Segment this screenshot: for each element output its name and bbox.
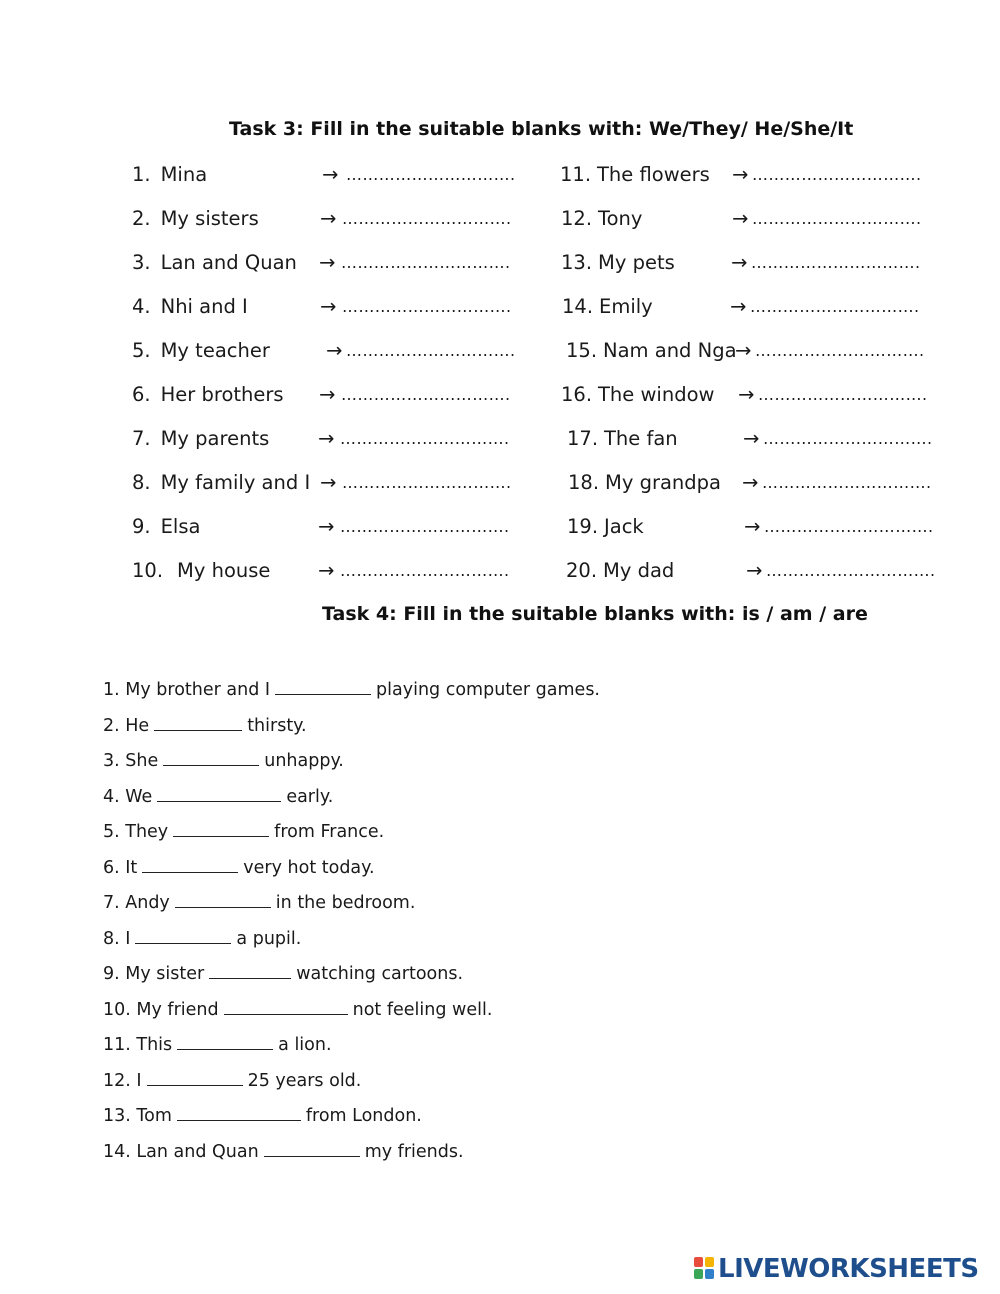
arrow-right-icon: → <box>743 427 760 450</box>
arrow-right-icon: → <box>318 559 335 582</box>
list-item <box>103 818 384 844</box>
answer-blank[interactable]: …………………………. <box>341 253 511 272</box>
list-item <box>132 556 532 586</box>
item-word: Mina <box>160 163 208 186</box>
list-item <box>562 292 982 322</box>
answer-blank[interactable]: …………………………. <box>342 473 512 492</box>
item-word: My dad <box>603 559 675 582</box>
answer-blank[interactable] <box>224 996 348 1015</box>
item-word: The fan <box>604 427 678 450</box>
item-number: 6. <box>132 383 151 406</box>
answer-blank[interactable] <box>264 1138 360 1157</box>
list-item <box>103 1102 422 1128</box>
answer-blank[interactable] <box>157 783 281 802</box>
item-rest: 25 years old. <box>247 1071 362 1091</box>
list-item <box>132 204 532 234</box>
item-number: 18. <box>568 471 600 494</box>
item-number: 11. <box>560 163 592 186</box>
item-prompt: 5. They <box>103 822 169 842</box>
item-word: My pets <box>598 251 675 274</box>
answer-blank[interactable]: …………………………. <box>755 341 925 360</box>
item-number: 13. <box>561 251 593 274</box>
item-word: The flowers <box>597 163 710 186</box>
item-number: 2. <box>132 207 151 230</box>
item-number: 14. <box>562 295 594 318</box>
item-word: Her brothers <box>160 383 284 406</box>
list-item <box>567 424 987 454</box>
arrow-right-icon: → <box>319 251 336 274</box>
answer-blank[interactable]: …………………………. <box>762 473 932 492</box>
arrow-right-icon: → <box>318 515 335 538</box>
item-rest: early. <box>286 787 334 807</box>
item-number: 19. <box>567 515 599 538</box>
item-prompt: 9. My sister <box>103 964 205 984</box>
item-prompt: 6. It <box>103 858 138 878</box>
arrow-right-icon: → <box>732 207 749 230</box>
answer-blank[interactable]: …………………………. <box>340 561 510 580</box>
list-item <box>103 1067 361 1093</box>
answer-blank[interactable] <box>209 960 291 979</box>
item-word: My grandpa <box>605 471 721 494</box>
item-number: 15. <box>566 339 598 362</box>
item-rest: a lion. <box>278 1035 332 1055</box>
list-item <box>132 380 532 410</box>
item-prompt: 14. Lan and Quan <box>103 1142 259 1162</box>
list-item <box>566 336 986 366</box>
list-item <box>560 160 980 190</box>
item-rest: not feeling well. <box>352 1000 493 1020</box>
answer-blank[interactable] <box>154 712 242 731</box>
item-prompt: 10. My friend <box>103 1000 219 1020</box>
list-item <box>132 468 532 498</box>
item-prompt: 7. Andy <box>103 893 170 913</box>
list-item <box>103 783 333 809</box>
item-word: Elsa <box>160 515 201 538</box>
item-number: 16. <box>561 383 593 406</box>
item-word: Jack <box>604 515 644 538</box>
answer-blank[interactable]: …………………………. <box>346 341 516 360</box>
item-number: 9. <box>132 515 151 538</box>
list-item <box>103 676 600 702</box>
list-item <box>132 160 532 190</box>
item-number: 20. <box>566 559 598 582</box>
answer-blank[interactable]: …………………………. <box>751 253 921 272</box>
answer-blank[interactable] <box>275 676 371 695</box>
task3-title: Task 3: Fill in the suitable blanks with: We/They/ He/She/It <box>229 118 854 140</box>
arrow-right-icon: → <box>320 471 337 494</box>
item-prompt: 8. I <box>103 929 131 949</box>
list-item <box>103 925 301 951</box>
liveworksheets-logo[interactable] <box>694 1254 979 1284</box>
item-prompt: 1. My brother and I <box>103 680 271 700</box>
arrow-right-icon: → <box>319 383 336 406</box>
item-word: Nhi and I <box>160 295 248 318</box>
answer-blank[interactable]: …………………………. <box>342 297 512 316</box>
item-number: 17. <box>567 427 599 450</box>
list-item <box>132 424 532 454</box>
item-number: 10. <box>132 559 164 582</box>
arrow-right-icon: → <box>742 471 759 494</box>
answer-blank[interactable]: …………………………. <box>342 209 512 228</box>
list-item <box>561 204 981 234</box>
item-word: My family and I <box>160 471 311 494</box>
list-item <box>132 248 532 278</box>
arrow-right-icon: → <box>322 163 339 186</box>
item-prompt: 2. He <box>103 716 150 736</box>
list-item <box>566 556 986 586</box>
item-number: 5. <box>132 339 151 362</box>
arrow-right-icon: → <box>744 515 761 538</box>
item-number: 4. <box>132 295 151 318</box>
answer-blank[interactable] <box>147 1067 243 1086</box>
item-prompt: 3. She <box>103 751 159 771</box>
item-rest: playing computer games. <box>376 680 600 700</box>
item-word: Emily <box>599 295 653 318</box>
logo-text: LIVEWORKSHEETS <box>718 1254 979 1284</box>
answer-blank[interactable]: …………………………. <box>341 385 511 404</box>
arrow-right-icon: → <box>735 339 752 362</box>
item-number: 7. <box>132 427 151 450</box>
answer-blank[interactable]: …………………………. <box>340 429 510 448</box>
list-item <box>132 292 532 322</box>
arrow-right-icon: → <box>320 295 337 318</box>
item-prompt: 12. I <box>103 1071 142 1091</box>
item-rest: thirsty. <box>247 716 307 736</box>
item-rest: a pupil. <box>236 929 302 949</box>
item-rest: very hot today. <box>243 858 375 878</box>
item-prompt: 11. This <box>103 1035 173 1055</box>
item-rest: from London. <box>305 1106 422 1126</box>
item-word: Tony <box>598 207 643 230</box>
answer-blank[interactable]: …………………………. <box>763 429 933 448</box>
arrow-right-icon: → <box>326 339 343 362</box>
answer-blank[interactable]: …………………………. <box>766 561 936 580</box>
list-item <box>567 512 987 542</box>
arrow-right-icon: → <box>730 295 747 318</box>
list-item <box>103 996 492 1022</box>
list-item <box>132 336 532 366</box>
list-item <box>568 468 988 498</box>
item-number: 3. <box>132 251 151 274</box>
answer-blank[interactable] <box>135 925 231 944</box>
item-word: My parents <box>160 427 270 450</box>
item-rest: watching cartoons. <box>296 964 464 984</box>
item-rest: unhappy. <box>264 751 344 771</box>
answer-blank[interactable] <box>142 854 238 873</box>
list-item <box>561 248 981 278</box>
list-item <box>103 747 344 773</box>
item-word: Lan and Quan <box>160 251 297 274</box>
liveworksheets-logo-icon <box>694 1257 716 1281</box>
answer-blank[interactable]: …………………………. <box>752 165 922 184</box>
item-rest: in the bedroom. <box>275 893 416 913</box>
arrow-right-icon: → <box>318 427 335 450</box>
answer-blank[interactable] <box>175 889 271 908</box>
item-word: The window <box>598 383 715 406</box>
answer-blank[interactable] <box>163 747 259 766</box>
arrow-right-icon: → <box>738 383 755 406</box>
list-item <box>103 960 463 986</box>
item-word: Nam and Nga <box>603 339 737 362</box>
list-item <box>561 380 981 410</box>
arrow-right-icon: → <box>732 163 749 186</box>
answer-blank[interactable]: …………………………. <box>340 517 510 536</box>
answer-blank[interactable] <box>177 1102 301 1121</box>
item-word: My teacher <box>160 339 270 362</box>
list-item <box>103 889 415 915</box>
list-item <box>103 1138 464 1164</box>
item-word: My house <box>177 559 271 582</box>
arrow-right-icon: → <box>320 207 337 230</box>
arrow-right-icon: → <box>746 559 763 582</box>
answer-blank[interactable]: …………………………. <box>346 165 516 184</box>
list-item <box>103 1031 332 1057</box>
item-prompt: 13. Tom <box>103 1106 172 1126</box>
list-item <box>132 512 532 542</box>
arrow-right-icon: → <box>731 251 748 274</box>
list-item <box>103 854 375 880</box>
item-prompt: 4. We <box>103 787 153 807</box>
item-number: 1. <box>132 163 151 186</box>
answer-blank[interactable] <box>177 1031 273 1050</box>
item-rest: from France. <box>274 822 385 842</box>
answer-blank[interactable]: …………………………. <box>752 209 922 228</box>
item-rest: my friends. <box>364 1142 464 1162</box>
answer-blank[interactable]: …………………………. <box>750 297 920 316</box>
item-number: 12. <box>561 207 593 230</box>
task4-title: Task 4: Fill in the suitable blanks with: is / am / are <box>322 603 868 625</box>
answer-blank[interactable]: …………………………. <box>758 385 928 404</box>
item-word: My sisters <box>160 207 259 230</box>
answer-blank[interactable]: …………………………. <box>764 517 934 536</box>
answer-blank[interactable] <box>173 818 269 837</box>
item-number: 8. <box>132 471 151 494</box>
list-item <box>103 712 307 738</box>
